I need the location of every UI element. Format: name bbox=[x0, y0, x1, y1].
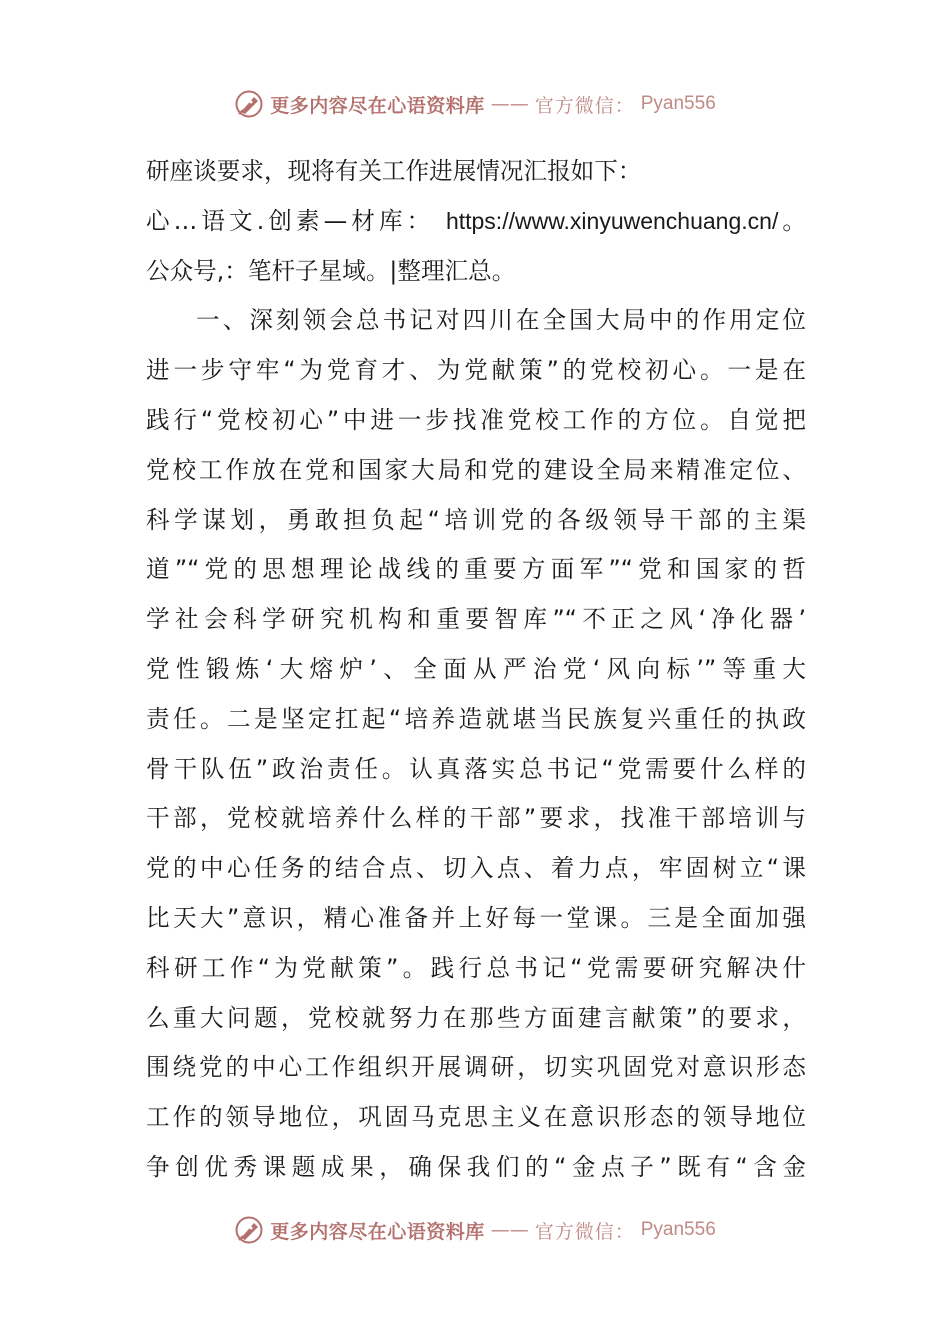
watermark-dash: —— bbox=[490, 93, 529, 115]
document-body bbox=[146, 147, 806, 1193]
body-line: 骨干队伍”政治责任。认真落实总书记“党需要什么样的 bbox=[146, 754, 806, 783]
watermark-dash: —— bbox=[490, 1219, 529, 1241]
pen-nib-circle-icon bbox=[234, 89, 264, 119]
body-line-source bbox=[146, 197, 806, 247]
body-line: 么重大问题，党校就努力在那些方面建言献策”的要求， bbox=[146, 1003, 806, 1032]
body-line: 党校工作放在党和国家大局和党的建设全局来精准定位、 bbox=[146, 455, 806, 484]
body-line: 科学谋划，勇敢担负起“培训党的各级领导干部的主渠 bbox=[146, 505, 806, 534]
watermark-wechat-id: Pyan556 bbox=[640, 1219, 716, 1240]
watermark-brand-text: 更多内容尽在心语资料库 bbox=[270, 1220, 485, 1243]
body-line: 干部，党校就培养什么样的干部”要求，找准干部培训与 bbox=[146, 804, 806, 833]
source-period: 。 bbox=[778, 206, 807, 235]
body-line bbox=[146, 296, 806, 346]
watermark-brand-text: 更多内容尽在心语资料库 bbox=[270, 94, 485, 117]
body-line: 争创优秀课题成果，确保我们的“金点子”既有“含金 bbox=[146, 1152, 806, 1181]
body-line: 践行“党校初心”中进一步找准党校工作的方位。自觉把 bbox=[146, 405, 806, 434]
body-line: 比天大”意识，精心准备并上好每一堂课。三是全面加强 bbox=[146, 903, 806, 932]
body-line: 学社会科学研究机构和重要智库”“不正之风‘净化器’ bbox=[146, 605, 806, 634]
body-line: 研座谈要求，现将有关工作进展情况汇报如下： bbox=[146, 157, 642, 185]
pen-nib-circle-icon bbox=[234, 1215, 264, 1245]
watermark-official-label: 官方微信： bbox=[534, 94, 635, 117]
body-line: 党的中心任务的结合点、切入点、着力点，牢固树立“课 bbox=[146, 854, 806, 883]
body-line: 党性锻炼‘大熔炉’、全面从严治党‘风向标’”等重大 bbox=[146, 654, 806, 683]
source-label: 心…语文.创素—材库： bbox=[146, 206, 435, 235]
body-line: 科研工作“为党献策”。践行总书记“党需要研究解决什 bbox=[146, 953, 806, 982]
body-line: 公众号,：笔杆子星域。|整理汇总。 bbox=[146, 256, 516, 285]
watermark-wechat-id: Pyan556 bbox=[640, 93, 716, 114]
footer-watermark bbox=[0, 1210, 950, 1250]
source-url-link[interactable]: https://www.xinyuwenchuang.cn/ bbox=[445, 207, 779, 234]
watermark-official-label: 官方微信： bbox=[534, 1220, 635, 1243]
body-line: 进一步守牢“为党育才、为党献策”的党校初心。一是在 bbox=[146, 356, 806, 385]
section-heading: 一、深刻领会总书记对四川在全国大局中的作用定位 bbox=[193, 306, 806, 335]
body-line: 工作的领导地位，巩固马克思主义在意识形态的领导地位 bbox=[146, 1103, 806, 1132]
body-line: 围绕党的中心工作组织开展调研，切实巩固党对意识形态 bbox=[146, 1053, 806, 1082]
body-line: 道”“党的思想理论战线的重要方面军”“党和国家的哲 bbox=[146, 555, 806, 584]
body-line: 责任。二是坚定扛起“培养造就堪当民族复兴重任的执政 bbox=[146, 704, 806, 733]
header-watermark bbox=[0, 84, 950, 124]
